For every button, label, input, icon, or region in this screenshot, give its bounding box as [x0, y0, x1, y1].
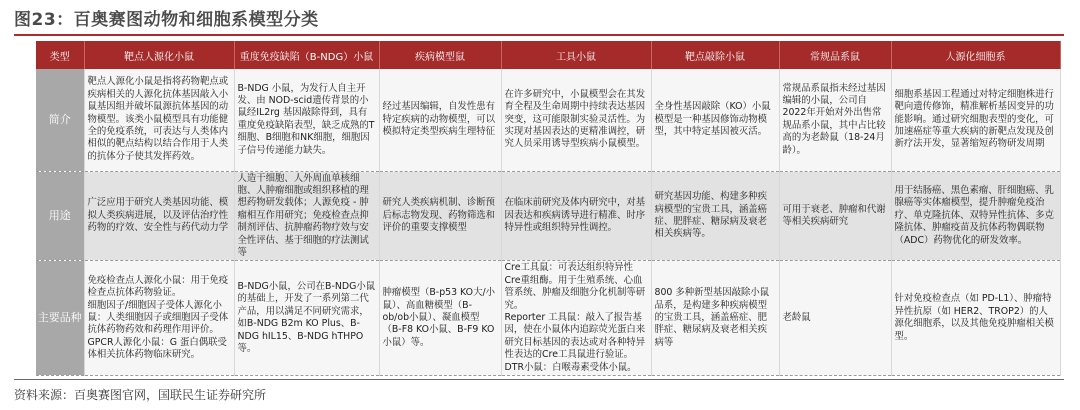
table-cell: 细胞系基因工程通过对特定细胞株进行靶向遗传修饰，精准解析基因变异的功能影响。通过研究细胞表型的变化，可加速癌症等重大疾病的新靶点发现及创新疗法开发，显著缩短药物研发周期: [891, 69, 1060, 171]
table-cell: Cre工具鼠：可表达组织特异性Cre重组酶。用于生殖系统、心血管系统、肿瘤及细胞分化机制等研究。 Reporter 工具鼠：敲入了报告基因，使在小鼠体内追踪荧光蛋白来研究目标基因的表达或对各种特异性表达的Cre工具鼠进行验证。 DTR小鼠：白喉毒素受体小鼠。: [501, 261, 651, 376]
row-label-intro: 简介: [36, 69, 84, 171]
source-note: 资料来源：百奥赛图官网，国联民生证券研究所: [14, 388, 267, 402]
header-disease-model-mouse: 疾病模型鼠: [379, 41, 501, 69]
table-cell: 用于结肠癌、黑色素瘤、肝细胞癌、乳腺癌等实体瘤模型，提升肿瘤免疫治疗、单克隆抗体、双特异性抗体、多克隆抗体、肿瘤疫苗及抗体药物偶联物（ADC）药物优化的研发效率。: [891, 171, 1060, 261]
table-cell: 在临床前研究及体内研究中，对基因表达和疾病诱导进行精准、时序特异性或组织特异性调控。: [501, 171, 651, 261]
table-cell: B-NDG 小鼠，为发行人自主开发、由 NOD-scid遗传背景的小鼠经IL2rg 基因敲除得到，具有重度免疫缺陷表型，缺乏成熟的T细胞、B细胞和NK细胞，细胞因子信号传递能力缺失。: [234, 69, 379, 171]
table-cell: 经过基因编辑，自发性患有特定疾病的动物模型，可以模拟特定类型疾病生理特征: [379, 69, 501, 171]
table-cell: 可用于衰老、肿瘤和代谢等相关疾病研究: [779, 171, 891, 261]
table-cell: 800 多种新型基因敲除小鼠品系，是构建多种疾病模型的宝贵工具，涵盖癌症、肥胖症、糖尿病及衰老相关疾病等: [651, 261, 779, 376]
header-b-ndg-mouse: 重度免疫缺陷（B-NDG）小鼠: [234, 41, 379, 69]
table-cell: 常规品系鼠指未经过基因编辑的小鼠，公司自2022年开始对外出售常规品系小鼠，其中占比较高的为老龄鼠（18-24月龄）。: [779, 69, 891, 171]
title-divider: [14, 34, 1064, 36]
table-row: [36, 261, 1060, 376]
row-label-usage: 用途: [36, 171, 84, 261]
table-cell: 针对免疫检查点（如 PD-L1）、肿瘤特异性抗原（如 HER2、TROP2）的人源化细胞系，以及其他免疫肿瘤相关模型。: [891, 261, 1060, 376]
header-target-humanized-mouse: 靶点人源化小鼠: [84, 41, 234, 69]
table-cell: 全身性基因敲除（KO）小鼠模型是一种基因修饰动物模型，其中特定基因被灭活。: [651, 69, 779, 171]
table-cell: B-NDG小鼠，公司在B-NDG小鼠的基础上，开发了一系列第二代产品，用以满足不同研究需求，如B-NDG B2m KO Plus、B-NDG hIL15、B-NDG hTHPO等。: [234, 261, 379, 376]
figure-title: 图23：百奥赛图动物和细胞系模型分类: [14, 10, 319, 30]
table-cell: 人造干细胞、人外周血单核细胞、人肿瘤细胞或组织移植的理想药物研发载体；人源免疫 - 肿瘤相互作用研究；免疫检查点抑制剂评估、抗肿瘤药物疗效与安全性评估、基于细胞的疗法测试等: [234, 171, 379, 261]
header-type: 类型: [36, 41, 84, 69]
table-cell: 老龄鼠: [779, 261, 891, 376]
header-knockout-mouse: 靶点敲除小鼠: [651, 41, 779, 69]
header-row: [36, 41, 1060, 69]
table-cell: 肿瘤模型（B-p53 KO大/小鼠）、高血糖模型（B-ob/ob小鼠）、凝血模型（B-F8 KO小鼠、B-F9 KO小鼠）等。: [379, 261, 501, 376]
header-humanized-cell-line: 人源化细胞系: [891, 41, 1060, 69]
header-conventional-strain: 常规品系鼠: [779, 41, 891, 69]
bottom-divider: [14, 379, 1064, 380]
table-cell: 免疫检查点人源化小鼠：用于免疫检查点抗体药物验证。 细胞因子/细胞因子受体人源化小鼠：人类细胞因子或细胞因子受体抗体药物药效和药理作用评价。 GPCR人源化小鼠：G 蛋白偶联受体相关抗体药物临床研究。: [84, 261, 234, 376]
table-cell: 在许多研究中，小鼠模型会在其发育全程及生命周期中持续表达基因突变，这可能限制实验灵活性。为实现对基因表达的更精准调控，研究人员采用诱导型疾病小鼠模型。: [501, 69, 651, 171]
row-label-main-varieties: 主要品种: [36, 261, 84, 376]
table-cell: 研究基因功能、构建多种疾病模型的宝贵工具，涵盖癌症、肥胖症、糖尿病及衰老相关疾病等。: [651, 171, 779, 261]
model-classification-table: [36, 41, 1061, 376]
table-cell: 靶点人源化小鼠是指将药物靶点或疾病相关的人源化抗体基因敲入小鼠基因组并破坏鼠源抗体基因的动物模型。该类小鼠模型具有功能健全的免疫系统，可表达与人类体内相似的靶点结构以结合作用于人类的抗体分子使其发挥药效。: [84, 69, 234, 171]
header-tool-mouse: 工具小鼠: [501, 41, 651, 69]
table-row: [36, 171, 1060, 261]
table-cell: 广泛应用于研究人类基因功能、模拟人类疾病进展，以及评估治疗性药物的疗效、安全性与药代动力学: [84, 171, 234, 261]
table-cell: 研究人类疾病机制、诊断预后标志物发现、药物筛选和评价的重要支撑模型: [379, 171, 501, 261]
table-row: [36, 69, 1060, 171]
